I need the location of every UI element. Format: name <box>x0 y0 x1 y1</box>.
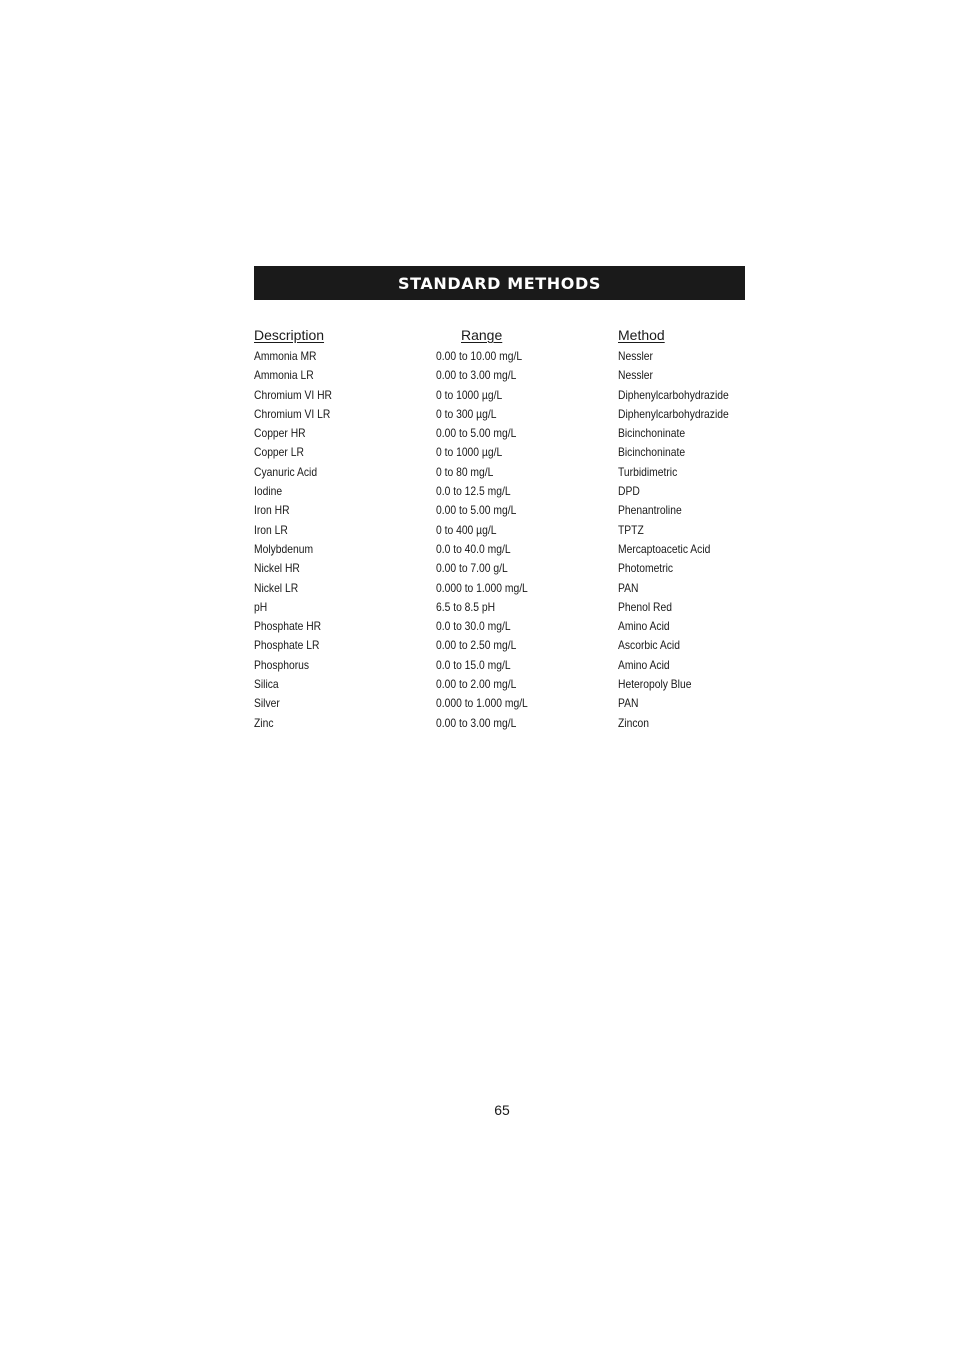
table-row <box>254 464 745 483</box>
description-cell: Ammonia LR <box>254 368 314 383</box>
description-cell: Cyanuric Acid <box>254 464 318 479</box>
table-row <box>254 541 745 560</box>
table-row <box>254 348 745 367</box>
range-cell: 0.00 to 3.00 mg/L <box>436 368 517 383</box>
range-cell: 0.0 to 40.0 mg/L <box>436 541 511 556</box>
description-cell: Iodine <box>254 484 283 499</box>
range-cell: 0.00 to 5.00 mg/L <box>436 426 517 441</box>
table-row <box>254 695 745 714</box>
range-cell: 0 to 400 µg/L <box>436 522 497 537</box>
page-number: 65 <box>494 1102 510 1118</box>
method-cell: Photometric <box>618 561 674 576</box>
method-cell: Bicinchoninate <box>618 445 686 460</box>
table-row <box>254 599 745 618</box>
range-cell: 6.5 to 8.5 pH <box>436 599 496 614</box>
method-cell: Amino Acid <box>618 657 670 672</box>
method-cell: Phenantroline <box>618 503 682 518</box>
range-cell: 0.00 to 2.50 mg/L <box>436 638 517 653</box>
description-cell: Phosphate HR <box>254 619 322 634</box>
table-row <box>254 406 745 425</box>
table-row <box>254 483 745 502</box>
method-cell: Diphenylcarbohydrazide <box>618 387 729 402</box>
method-cell: Heteropoly Blue <box>618 677 692 692</box>
method-cell: PAN <box>618 580 639 595</box>
table-row <box>254 676 745 695</box>
table-row <box>254 560 745 579</box>
description-cell: Silica <box>254 677 279 692</box>
range-cell: 0.00 to 7.00 g/L <box>436 561 508 576</box>
range-cell: 0.00 to 5.00 mg/L <box>436 503 517 518</box>
range-cell: 0 to 1000 µg/L <box>436 387 503 402</box>
table-header <box>254 327 745 348</box>
table-row <box>254 657 745 676</box>
method-cell: TPTZ <box>618 522 644 537</box>
column-header-description: Description <box>254 327 325 343</box>
description-cell: Chromium VI HR <box>254 387 332 402</box>
description-cell: Iron HR <box>254 503 290 518</box>
range-cell: 0 to 80 mg/L <box>436 464 494 479</box>
range-cell: 0 to 1000 µg/L <box>436 445 503 460</box>
method-cell: DPD <box>618 484 640 499</box>
description-cell: Iron LR <box>254 522 288 537</box>
table-row <box>254 637 745 656</box>
method-cell: Ascorbic Acid <box>618 638 680 653</box>
method-cell: PAN <box>618 696 639 711</box>
range-cell: 0.000 to 1.000 mg/L <box>436 580 528 595</box>
description-cell: Molybdenum <box>254 541 314 556</box>
table-row <box>254 367 745 386</box>
description-cell: Silver <box>254 696 280 711</box>
description-cell: Ammonia MR <box>254 349 317 363</box>
table-row <box>254 502 745 521</box>
table-row <box>254 522 745 541</box>
section-title: STANDARD METHODS <box>398 273 601 293</box>
column-header-range: Range <box>461 327 503 343</box>
description-cell: pH <box>254 599 268 614</box>
table-row <box>254 425 745 444</box>
range-cell: 0.00 to 10.00 mg/L <box>436 349 523 363</box>
range-cell: 0.0 to 12.5 mg/L <box>436 484 511 499</box>
range-cell: 0.0 to 15.0 mg/L <box>436 657 511 672</box>
method-cell: Phenol Red <box>618 599 672 614</box>
method-cell: Nessler <box>618 368 653 383</box>
method-cell: Nessler <box>618 349 653 363</box>
range-cell: 0.00 to 2.00 mg/L <box>436 677 517 692</box>
method-cell: Amino Acid <box>618 619 670 634</box>
description-cell: Phosphorus <box>254 657 310 672</box>
method-cell: Diphenylcarbohydrazide <box>618 406 729 421</box>
description-cell: Zinc <box>254 715 274 730</box>
column-header-method: Method <box>618 327 665 343</box>
method-cell: Zincon <box>618 715 649 730</box>
table-row <box>254 444 745 463</box>
description-cell: Chromium VI LR <box>254 406 331 421</box>
table-row <box>254 387 745 406</box>
description-cell: Nickel HR <box>254 561 300 576</box>
section-banner <box>254 266 745 300</box>
description-cell: Copper LR <box>254 445 304 460</box>
table-row <box>254 618 745 637</box>
method-cell: Bicinchoninate <box>618 426 686 441</box>
range-cell: 0.0 to 30.0 mg/L <box>436 619 511 634</box>
table-row <box>254 715 745 734</box>
range-cell: 0.00 to 3.00 mg/L <box>436 715 517 730</box>
range-cell: 0.000 to 1.000 mg/L <box>436 696 528 711</box>
method-cell: Mercaptoacetic Acid <box>618 541 711 556</box>
description-cell: Phosphate LR <box>254 638 320 653</box>
standard-methods-table <box>254 327 745 734</box>
range-cell: 0 to 300 µg/L <box>436 406 497 421</box>
table-body <box>254 348 745 734</box>
description-cell: Copper HR <box>254 426 306 441</box>
table-row <box>254 580 745 599</box>
description-cell: Nickel LR <box>254 580 299 595</box>
method-cell: Turbidimetric <box>618 464 678 479</box>
